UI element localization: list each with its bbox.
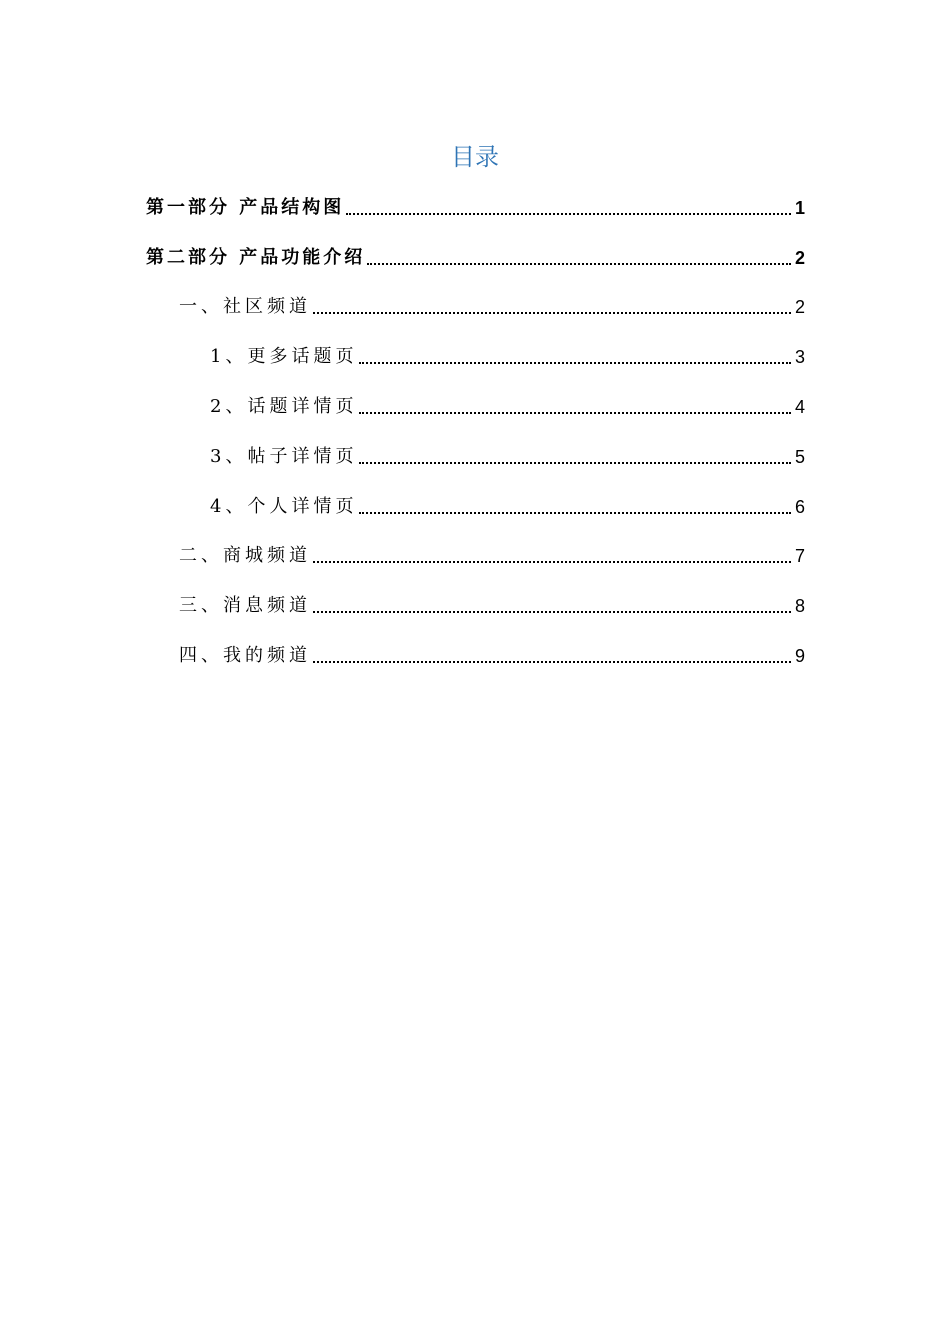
toc-entry-messages[interactable]: [179, 591, 805, 621]
toc-entry-page: 2: [794, 297, 805, 317]
toc-entry-text: 3、帖子详情页: [210, 446, 358, 467]
toc-entry-text: 第一部分 产品结构图: [146, 197, 345, 218]
toc-entry-page: 1: [794, 198, 805, 218]
toc-entry-page: 5: [794, 447, 805, 467]
dot-leader: [359, 412, 791, 414]
toc-entry-text: 1、更多话题页: [210, 346, 358, 367]
toc-entry-page: 7: [794, 546, 805, 566]
toc-entry-community[interactable]: [179, 292, 805, 322]
toc-entry-mall[interactable]: [179, 541, 805, 571]
dot-leader: [359, 512, 791, 514]
toc-entry-page: 4: [794, 397, 805, 417]
toc-entry-text: 三、消息频道: [179, 595, 311, 616]
toc-entry-text: 2、话题详情页: [210, 396, 358, 417]
dot-leader: [367, 263, 791, 265]
dot-leader: [313, 611, 791, 613]
toc-entry-page: 9: [794, 646, 805, 666]
dot-leader: [313, 561, 791, 563]
toc-entry-part-2[interactable]: [146, 243, 805, 273]
dot-leader: [359, 362, 791, 364]
toc-entry-page: 6: [794, 497, 805, 517]
toc-entry-topic-detail[interactable]: [210, 392, 805, 422]
toc-entry-more-topics[interactable]: [210, 342, 805, 372]
dot-leader: [313, 312, 791, 314]
dot-leader: [313, 661, 791, 663]
toc-entry-page: 3: [794, 347, 805, 367]
toc-entry-page: 8: [794, 596, 805, 616]
toc-title: 目录: [451, 143, 499, 171]
toc-entry-text: 4、个人详情页: [210, 496, 358, 517]
toc-entry-text: 四、我的频道: [179, 645, 311, 666]
dot-leader: [359, 462, 791, 464]
dot-leader: [346, 213, 791, 215]
toc-entry-profile-detail[interactable]: [210, 492, 805, 522]
toc-entry-part-1[interactable]: [146, 193, 805, 223]
toc-entry-text: 一、社区频道: [179, 296, 311, 317]
toc-entry-text: 第二部分 产品功能介绍: [146, 247, 366, 268]
toc-entry-mine[interactable]: [179, 641, 805, 671]
toc-entry-text: 二、商城频道: [179, 545, 311, 566]
toc-entry-page: 2: [794, 248, 805, 268]
toc-entry-post-detail[interactable]: [210, 442, 805, 472]
